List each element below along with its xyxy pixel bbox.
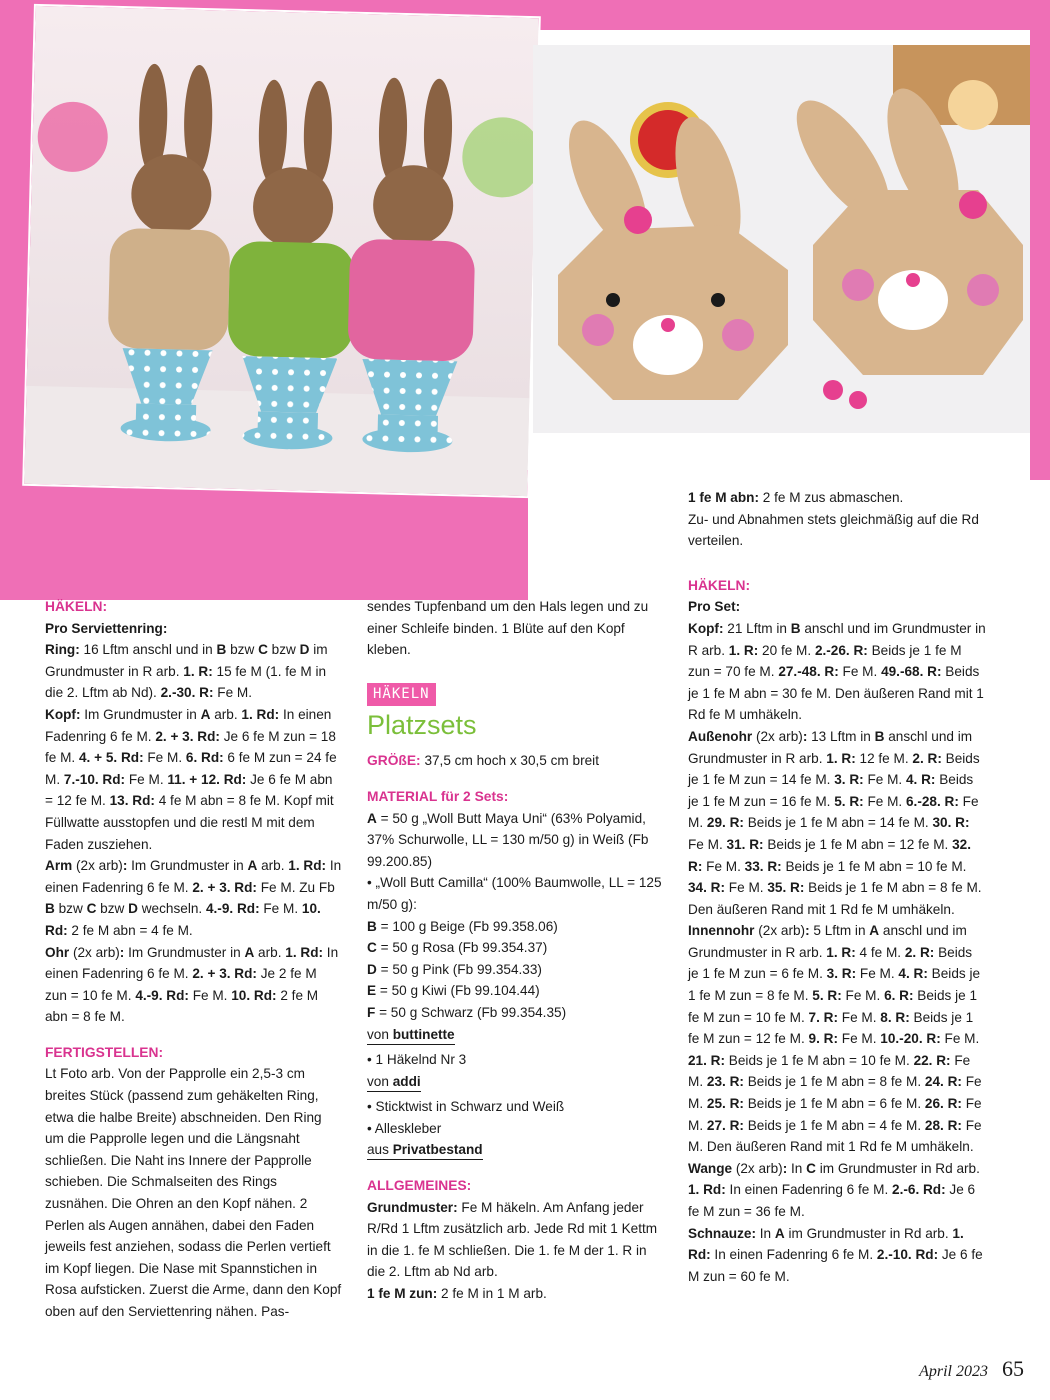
paragraph: Wange (2x arb): In C im Grundmuster in Rd arb. 1. Rd: In einen Fadenring 6 fe M. 2.-6. Rd: Je 6 fe M zun = 36 fe M. <box>688 1160 980 1219</box>
paragraph: C = 50 g Rosa (Fb 99.354.37) <box>367 940 548 956</box>
heading-haekeln: HÄKELN: <box>45 599 108 614</box>
section-title: Platzsets <box>367 710 477 741</box>
crocheted-bunny-egg-cozies-photo <box>22 4 541 498</box>
paragraph: A = 50 g „Woll Butt Maya Uni“ (63% Polyamid, 37% Schurwolle, LL = 130 m/50 g) in Weiß (Fb 99.200.85) <box>367 810 649 869</box>
paragraph: Ring: 16 Lftm anschl und in B bzw C bzw D im Grundmuster in R arb. 1. R: 15 fe M (1. fe M in die 2. Lftm ab Nd). 2.-30. R: Fe M. <box>45 642 328 701</box>
column-3 <box>688 487 986 1287</box>
source-buttinette: von buttinette <box>367 1025 455 1045</box>
material-list <box>367 808 665 1024</box>
col1-text-1 <box>45 618 342 1028</box>
general-heading: ALLGEMEINES: <box>367 1178 472 1194</box>
heading-fertigstellen: FERTIGSTELLEN: <box>45 1044 164 1060</box>
issue-date: April 2023 <box>919 1363 988 1380</box>
paragraph: Lt Foto arb. Von der Papprolle ein 2,5-3 cm breites Stück (passend zum gehäkelten Ring, etwa die halbe Breite) abschneiden. Den Ring um die Papprolle legen und die Längsnaht schließen. Die Naht ins Innere der Papprolle schieben. Die Schmalseiten des Rings zusnähen. Die Ohren an den Kopf nähen. 2 Perlen als Augen annähen, dabei den Faden jeweils fest anziehen, sodass die Perlen vertieft im Kopf liegen. Die Nase mit Spannstichen in Rosa aufsticken. Zuerst die Arme, dann den Kopf oben auf den Serviettenring nähen. Pas- <box>45 1066 342 1319</box>
paragraph: Innennohr (2x arb): 5 Lftm in A anschl und im Grundmuster in R arb. 1. R: 4 fe M. 2. R: Beids je 1 fe M zun = 6 fe M. 3. R: Fe M. 4. R: Beids je 1 fe M zun = 8 fe M. 5. R: Fe M. 6. R: Beids je 1 fe M zun = 10 fe M. 7. R: Fe M. 8. R: Beids je 1 fe M zun = 12 fe M. 9. R: Fe M. 10.-20. R: Fe M. 21. R: Beids je 1 fe M abn = 10 fe M. 22. R: Fe M. 23. R: Beids je 1 fe M abn = 8 fe M. 24. R: Fe M. 25. R: Beids je 1 fe M abn = 6 fe M. 26. R: Fe M. 27. R: Beids je 1 fe M abn = 4 fe M. 28. R: Fe M. Den äußeren Rand mit 1 Rd fe M umhäkeln. <box>688 923 982 1155</box>
extra-item-2: • Alleskleber <box>367 1120 442 1136</box>
paragraph: Zu- und Abnahmen stets gleichmäßig auf die Rd verteilen. <box>688 511 979 549</box>
source-addi: von addi <box>367 1072 421 1092</box>
paragraph: Arm (2x arb): Im Grundmuster in A arb. 1. Rd: In einen Fadenring 6 fe M. 2. + 3. Rd: Fe M. Zu Fb B bzw C bzw D wechseln. 4.-9. Rd: Fe M. 10. Rd: 2 fe M abn = 4 fe M. <box>45 858 342 938</box>
paragraph: Pro Serviettenring: <box>45 620 168 636</box>
general-text <box>367 1197 665 1305</box>
column-2 <box>367 596 665 1305</box>
hook-item: • 1 Häkelnd Nr 3 <box>367 1052 467 1068</box>
crocheted-bunny-placemats-photo <box>533 45 1030 433</box>
col3-text <box>688 596 986 1287</box>
column-1 <box>45 596 342 1323</box>
paragraph: 1 fe M zun: 2 fe M in 1 M arb. <box>367 1286 547 1302</box>
material-heading: MATERIAL für 2 Sets: <box>367 788 509 804</box>
size-text: 37,5 cm hoch x 30,5 cm breit <box>424 753 599 769</box>
size-label: GRÖßE: <box>367 753 421 769</box>
paragraph: Kopf: 21 Lftm in B anschl und im Grundmuster in R arb. 1. R: 20 fe M. 2.-26. R: Beids je 1 fe M zun = 70 fe M. 27.-48. R: Fe M. 49.-68. R: Beids je 1 fe M abn = 30 fe M. Den äußeren Rand mit 1 Rd fe M umhäkeln. <box>688 620 986 723</box>
paragraph: D = 50 g Pink (Fb 99.354.33) <box>367 961 542 977</box>
paragraph: Pro Set: <box>688 599 741 615</box>
pink-frame-right <box>1030 0 1050 480</box>
page-footer <box>919 1356 1024 1382</box>
paragraph: Schnauze: In A im Grundmuster in Rd arb. 1. Rd: In einen Fadenring 6 fe M. 2.-10. Rd: Je 6 fe M zun = 60 fe M. <box>688 1225 983 1284</box>
heading-haekeln-2: HÄKELN: <box>688 577 751 593</box>
paragraph: 1 fe M abn: 2 fe M zus abmaschen. <box>688 490 904 505</box>
section-badge: HÄKELN <box>367 683 436 707</box>
extra-item-1: • Sticktwist in Schwarz und Weiß <box>367 1099 565 1115</box>
source-privatbestand: aus Privatbestand <box>367 1140 483 1160</box>
paragraph: B = 100 g Beige (Fb 99.358.06) <box>367 918 558 934</box>
col3-top-text <box>688 487 986 552</box>
paragraph: Kopf: Im Grundmuster in A arb. 1. Rd: In einen Fadenring 6 fe M. 2. + 3. Rd: Je 6 fe M zun = 18 fe M. 4. + 5. Rd: Fe M. 6. Rd: 6 fe M zun = 24 fe M. 7.-10. Rd: Fe M. 11. + 12. Rd: Je 6 fe M abn = 12 fe M. 13. Rd: 4 fe M abn = 8 fe M. Kopf mit Füllwatte ausstopfen und die restl M mit dem Faden zusziehen. <box>45 706 337 852</box>
paragraph: Ohr (2x arb): Im Grundmuster in A arb. 1. Rd: In einen Fadenring 6 fe M. 2. + 3. Rd: Je 2 fe M zun = 10 fe M. 4.-9. Rd: Fe M. 10. Rd: 2 fe M abn = 8 fe M. <box>45 944 339 1025</box>
paragraph: • „Woll Butt Camilla“ (100% Baumwolle, LL = 125 m/50 g): <box>367 875 662 912</box>
paragraph: E = 50 g Kiwi (Fb 99.104.44) <box>367 983 540 999</box>
col1-text-2 <box>45 1063 342 1322</box>
paragraph: F = 50 g Schwarz (Fb 99.354.35) <box>367 1004 567 1020</box>
paragraph: Grundmuster: Fe M häkeln. Am Anfang jeder R/Rd 1 Lftm zusätzlich arb. Jede Rd mit 1 Kettm in die 1. fe M schließen. Die 1. fe M der 1. R in die 2. Lftm ab Nd arb. <box>367 1199 658 1280</box>
paragraph: Außenohr (2x arb): 13 Lftm in B anschl und im Grundmuster in R arb. 1. R: 12 fe M. 2. R: Beids je 1 fe M zun = 14 fe M. 3. R: Fe M. 4. R: Beids je 1 fe M zun = 16 fe M. 5. R: Fe M. 6.-28. R: Fe M. 29. R: Beids je 1 fe M abn = 14 fe M. 30. R: Fe M. 31. R: Beids je 1 fe M abn = 12 fe M. 32. R: Fe M. 33. R: Beids je 1 fe M abn = 10 fe M. 34. R: Fe M. 35. R: Beids je 1 fe M abn = 8 fe M. Den äußeren Rand mit 1 Rd fe M umhäkeln. <box>688 728 982 917</box>
page-number: 65 <box>1002 1356 1024 1381</box>
col2-continuation: sendes Tupfenband um den Hals legen und zu einer Schleife binden. 1 Blüte auf den Kopf kleben. <box>367 599 649 658</box>
